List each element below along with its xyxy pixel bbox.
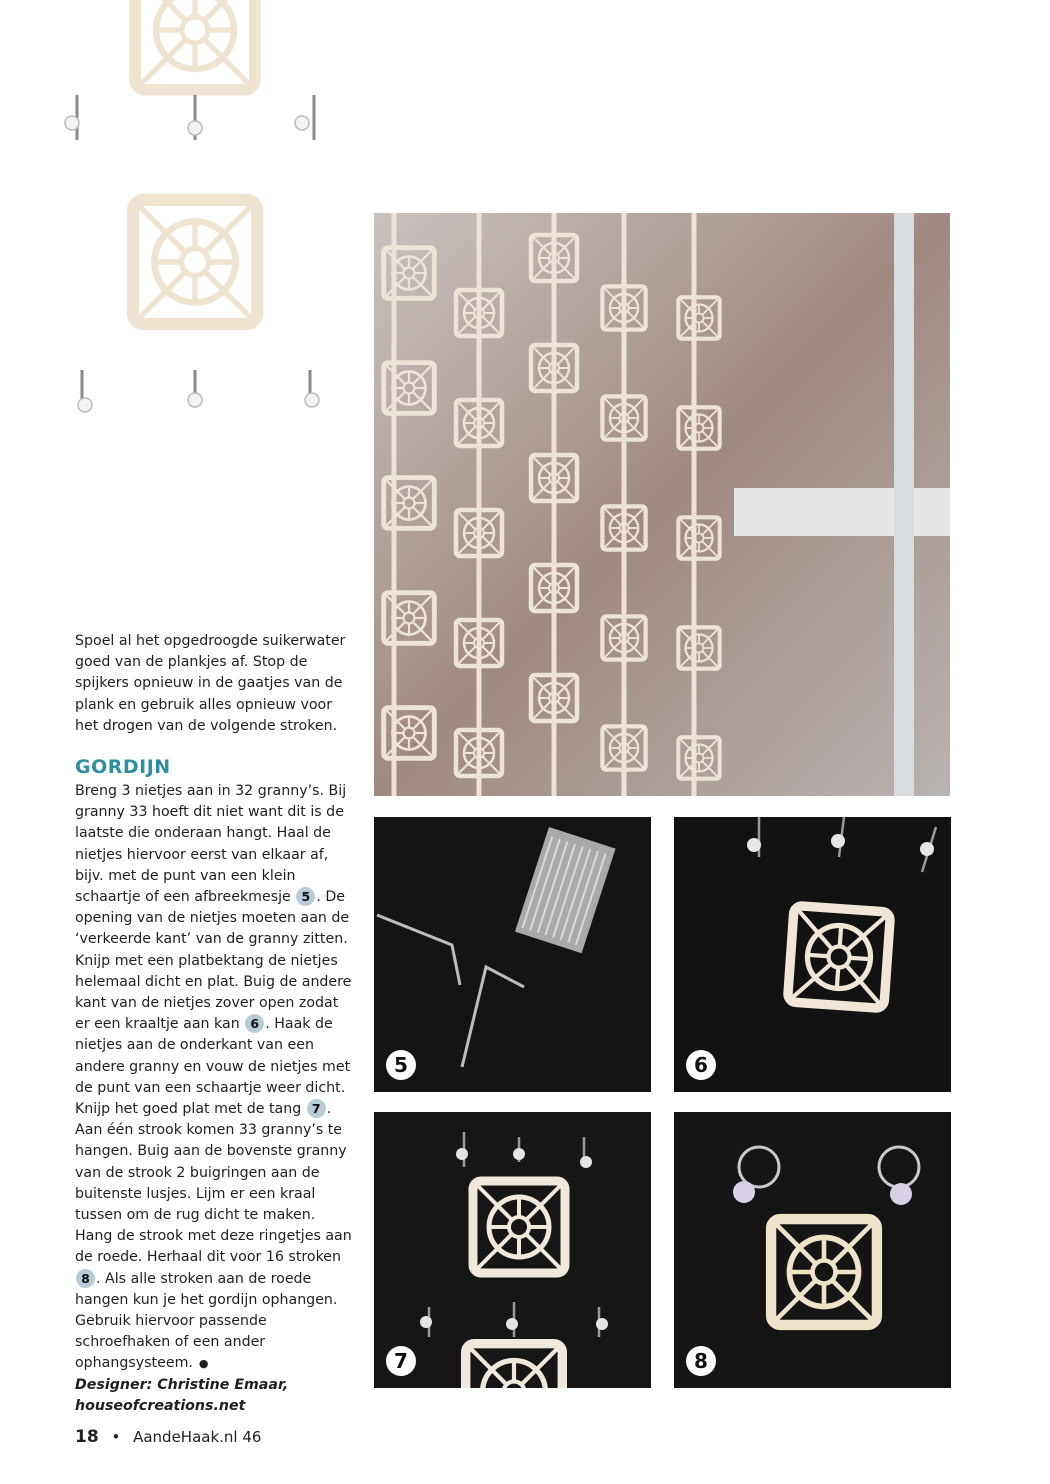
page-number: 18	[75, 1427, 99, 1447]
step-ref-5: 5	[296, 887, 315, 906]
instructions-part-3: . Haak de nietjes aan de onderkant van een andere granny en vouw de nietjes met de punt van een schaartje weer dicht. Knijp het goed plat met de tang	[75, 1016, 351, 1118]
section-heading: GORDIJN	[75, 756, 171, 778]
magazine-name: AandeHaak.nl 46	[133, 1428, 262, 1446]
designer-credit: Designer: Christine Emaar,	[75, 1376, 289, 1393]
step-8-photo	[674, 1112, 951, 1388]
instructions-paragraph	[75, 781, 355, 1417]
footer-separator: •	[111, 1428, 121, 1446]
instructions-part-4: . Aan één strook komen 33 granny’s te hangen. Buig aan de bovenste granny van de strook 2 buigringen aan de buitenste lusjes. Lijm er een kraal tussen om de rug dicht te maken. Hang de strook met deze ringetjes aan de roede. Herhaal dit voor 16 stroken	[75, 1101, 352, 1266]
instructions-part-2: . De opening van de nietjes moeten aan de ‘verkeerde kant’ van de granny zitten. Knijp met een platbektang de nietjes helemaal dicht en plat. Buig de andere kant van de nietjes zover open zodat er een kraaltje aan kan	[75, 889, 352, 1033]
crochet-strip-photo	[62, 0, 337, 420]
instructions-part-1: Breng 3 nietjes aan in 32 granny’s. Bij granny 33 hoeft dit niet want dit is de laatste die onderaan hangt. Haal de nietjes hiervoor eerst van elkaar af, bijv. met de punt van een klein schaartje of een afbreekmesje	[75, 783, 347, 906]
end-bullet: ●	[198, 1357, 209, 1371]
curtain-photo	[374, 213, 950, 796]
instructions-part-5: . Als alle stroken aan de roede hangen kun je het gordijn ophangen. Gebruik hiervoor passende schroefhaken of een ander ophangsysteem.	[75, 1270, 338, 1372]
step-ref-8: 8	[76, 1269, 95, 1288]
step-ref-7: 7	[307, 1099, 326, 1118]
step-7-photo	[374, 1112, 651, 1388]
step-7-badge: 7	[386, 1346, 416, 1376]
intro-paragraph: Spoel al het opgedroogde suikerwater goed van de plankjes af. Stop de spijkers opnieuw in de gaatjes van de plank en gebruik alles opnieuw voor het drogen van de volgende stroken.	[75, 633, 346, 734]
step-5-photo	[374, 817, 651, 1092]
step-ref-6: 6	[245, 1014, 264, 1033]
designer-website: houseofcreations.net	[75, 1397, 246, 1414]
step-5-badge: 5	[386, 1050, 416, 1080]
step-6-badge: 6	[686, 1050, 716, 1080]
page-footer	[75, 1427, 261, 1447]
step-6-photo	[674, 817, 951, 1092]
step-8-badge: 8	[686, 1346, 716, 1376]
